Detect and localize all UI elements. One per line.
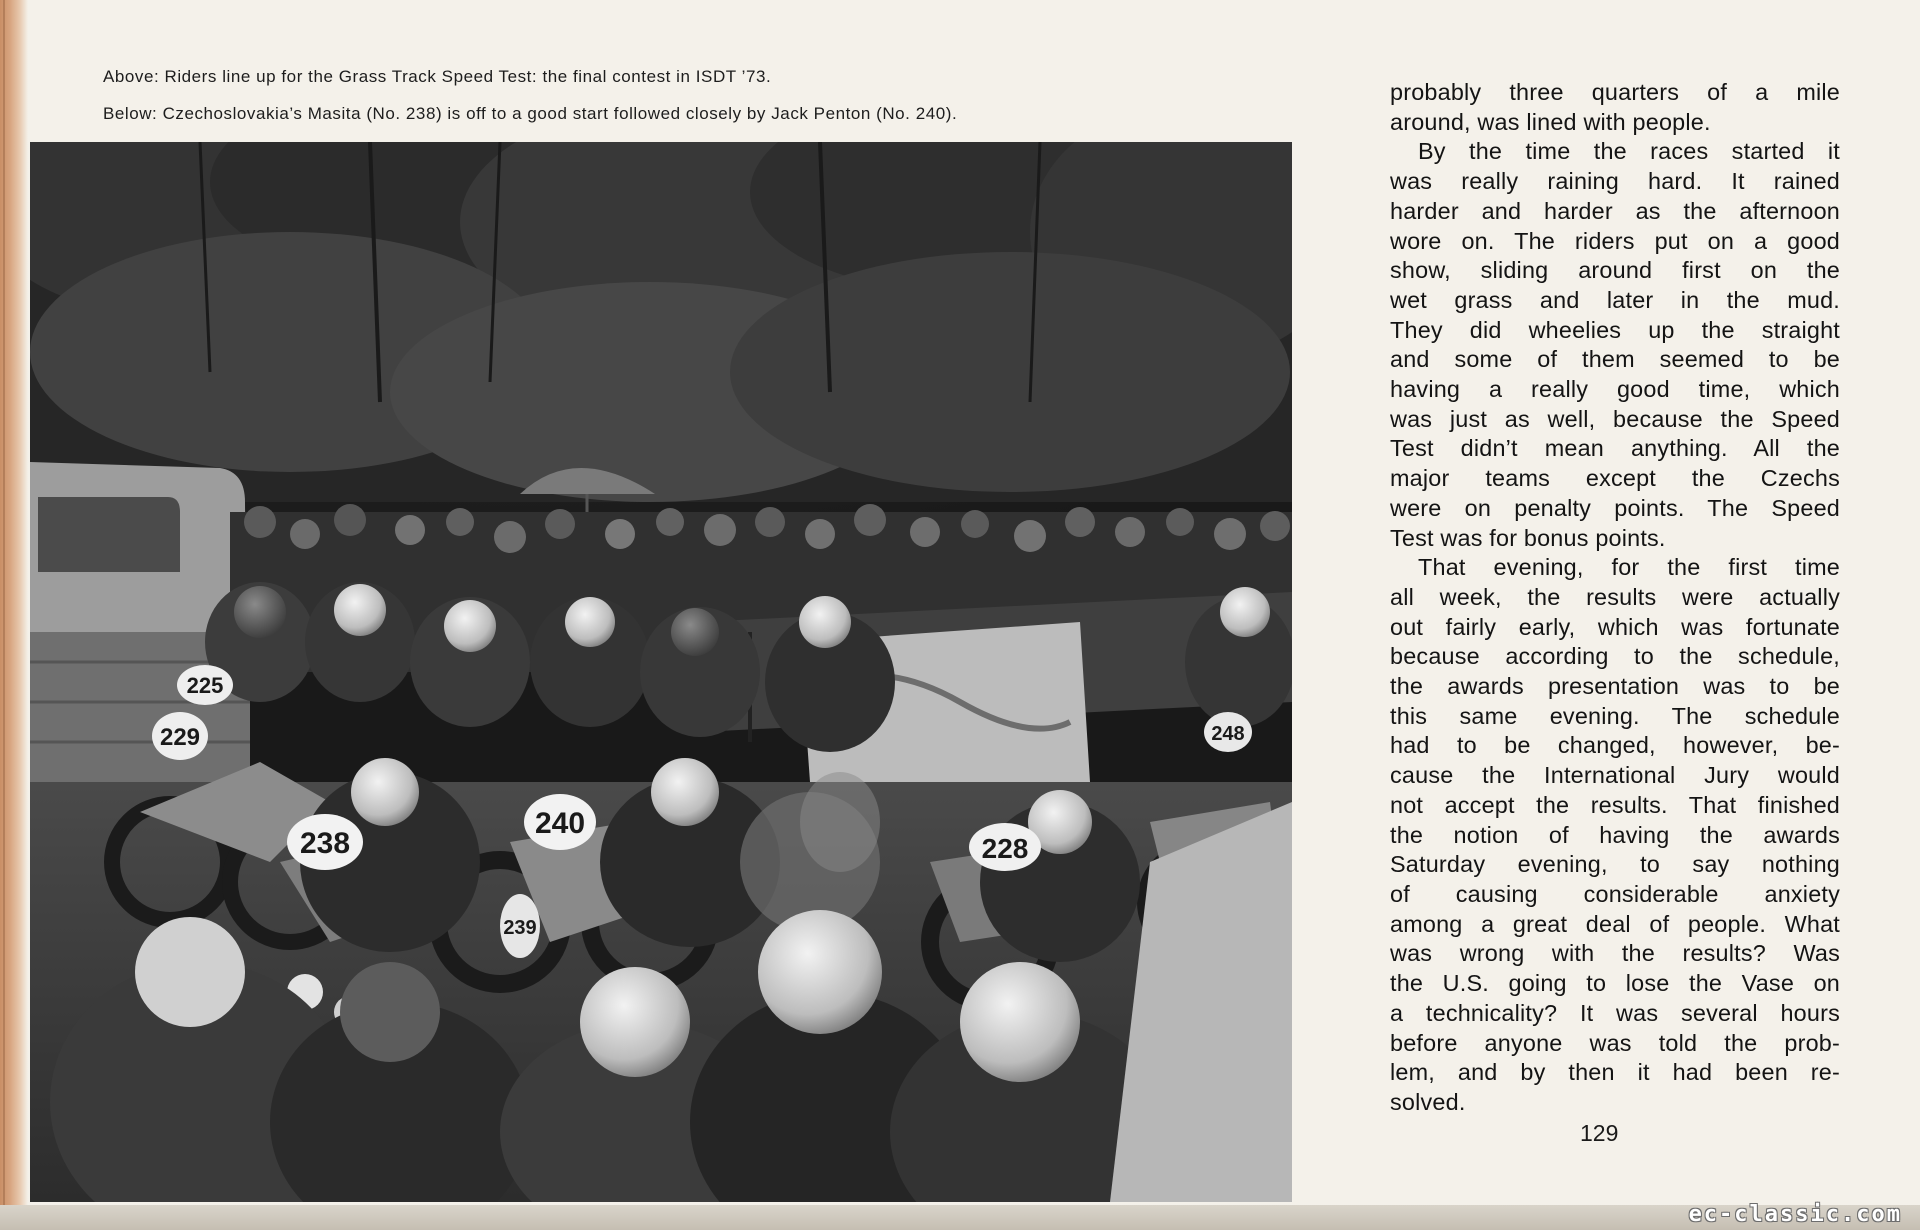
body-line: the U.S. going to lose the Vase on	[1390, 970, 1840, 997]
plate-225: 225	[186, 673, 224, 698]
body-line: were on penalty points. The Speed	[1390, 494, 1840, 521]
plate-228: 228	[981, 833, 1029, 864]
body-line: By the time the races started it	[1418, 138, 1840, 165]
body-line: had to be changed, however, be-	[1390, 732, 1840, 759]
body-line: was really raining hard. It rained	[1390, 168, 1840, 195]
body-line: Test was for bonus points.	[1390, 524, 1666, 551]
body-line: this same evening. The schedule	[1390, 702, 1840, 729]
body-line: of causing considerable anxiety	[1390, 880, 1840, 907]
body-line: out fairly early, which was fortunate	[1390, 613, 1840, 640]
body-line: solved.	[1390, 1088, 1466, 1115]
body-line: That evening, for the first time	[1418, 554, 1840, 581]
body-line: the notion of having the awards	[1390, 821, 1840, 848]
body-line: the awards presentation was to be	[1390, 673, 1840, 700]
body-line: Test didn’t mean anything. All the	[1390, 435, 1840, 462]
body-line: probably three quarters of a mile	[1390, 79, 1840, 105]
body-line: all week, the results were actually	[1390, 583, 1840, 610]
body-line: and some of them seemed to be	[1390, 346, 1840, 373]
body-line: lem, and by then it had been re-	[1390, 1059, 1840, 1086]
watermark: ec-classic.com	[1688, 1202, 1902, 1227]
photo-captions	[103, 58, 1283, 132]
body-line: major teams except the Czechs	[1390, 465, 1840, 492]
body-line: around, was lined with people.	[1390, 108, 1711, 135]
photo-illustration	[30, 142, 1292, 1202]
body-line: among a great deal of people. What	[1390, 910, 1840, 937]
body-line: having a really good time, which	[1390, 376, 1840, 403]
body-line: a technicality? It was several hours	[1390, 999, 1840, 1026]
race-start-photo	[30, 142, 1292, 1202]
trees	[30, 142, 1292, 502]
body-line: They did wheelies up the straight	[1390, 316, 1840, 343]
body-line: wet grass and later in the mud.	[1390, 286, 1840, 313]
body-line: Saturday evening, to say nothing	[1390, 851, 1840, 878]
plate-248: 248	[1211, 723, 1245, 745]
body-line: show, sliding around first on the	[1390, 257, 1840, 284]
body-line: wore on. The riders put on a good	[1390, 227, 1840, 254]
page-binding-edge	[0, 0, 28, 1230]
scan-bottom-edge	[0, 1205, 1920, 1230]
plate-239: 239	[503, 917, 537, 939]
body-line: not accept the results. That finished	[1390, 791, 1840, 818]
body-line: harder and harder as the afternoon	[1390, 197, 1840, 224]
plate-229: 229	[159, 724, 201, 751]
page-number: 129	[1580, 1120, 1619, 1146]
body-line: cause the International Jury would	[1390, 762, 1840, 789]
plate-238: 238	[299, 827, 351, 860]
body-line: because according to the schedule,	[1390, 643, 1840, 670]
body-line: was just as well, because the Speed	[1390, 405, 1840, 432]
body-line: was wrong with the results? Was	[1390, 940, 1840, 967]
caption-below: Below: Czechoslovakia’s Masita (No. 238) is off to a good start followed closely by Jack Penton (No. 240).	[103, 104, 958, 123]
caption-above: Above: Riders line up for the Grass Track Speed Test: the final contest in ISDT ’73.	[103, 67, 772, 86]
article-body	[1390, 78, 1840, 1118]
plate-240: 240	[534, 807, 586, 840]
body-line: before anyone was told the prob-	[1390, 1029, 1840, 1056]
